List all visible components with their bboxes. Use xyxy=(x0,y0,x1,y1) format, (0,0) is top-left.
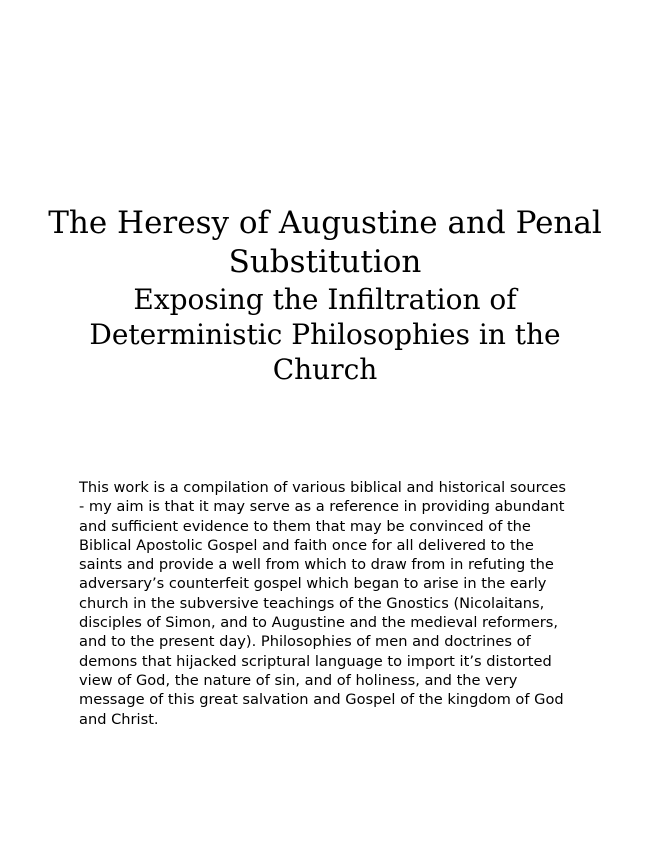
body-paragraph: This work is a compilation of various biblical and historical sources - my aim is that it may serve as a reference in providing abundant and sufficient evidence to them that may be convinced of the Biblical Apostolic Gospel and faith once for all delivered to the saints and provide a well from which to draw from in refuting the adversary’s counterfeit gospel which began to arise in the early church in the subversive teachings of the Gnostics (Nicolaitans, disciples of Simon, and to Augustine and the medieval reformers, and to the present day). Philosophies of men and doctrines of demons that hijacked scriptural language to import it’s distorted view of God, the nature of sin, and of holiness, and the very message of this great salvation and Gospel of the kingdom of God and Christ. xyxy=(79,479,566,728)
document-subtitle: Exposing the Infiltration of Deterministic Philosophies in the Church xyxy=(89,283,561,386)
document-title: The Heresy of Augustine and Penal Substitution xyxy=(48,205,602,280)
title-block xyxy=(40,204,610,387)
